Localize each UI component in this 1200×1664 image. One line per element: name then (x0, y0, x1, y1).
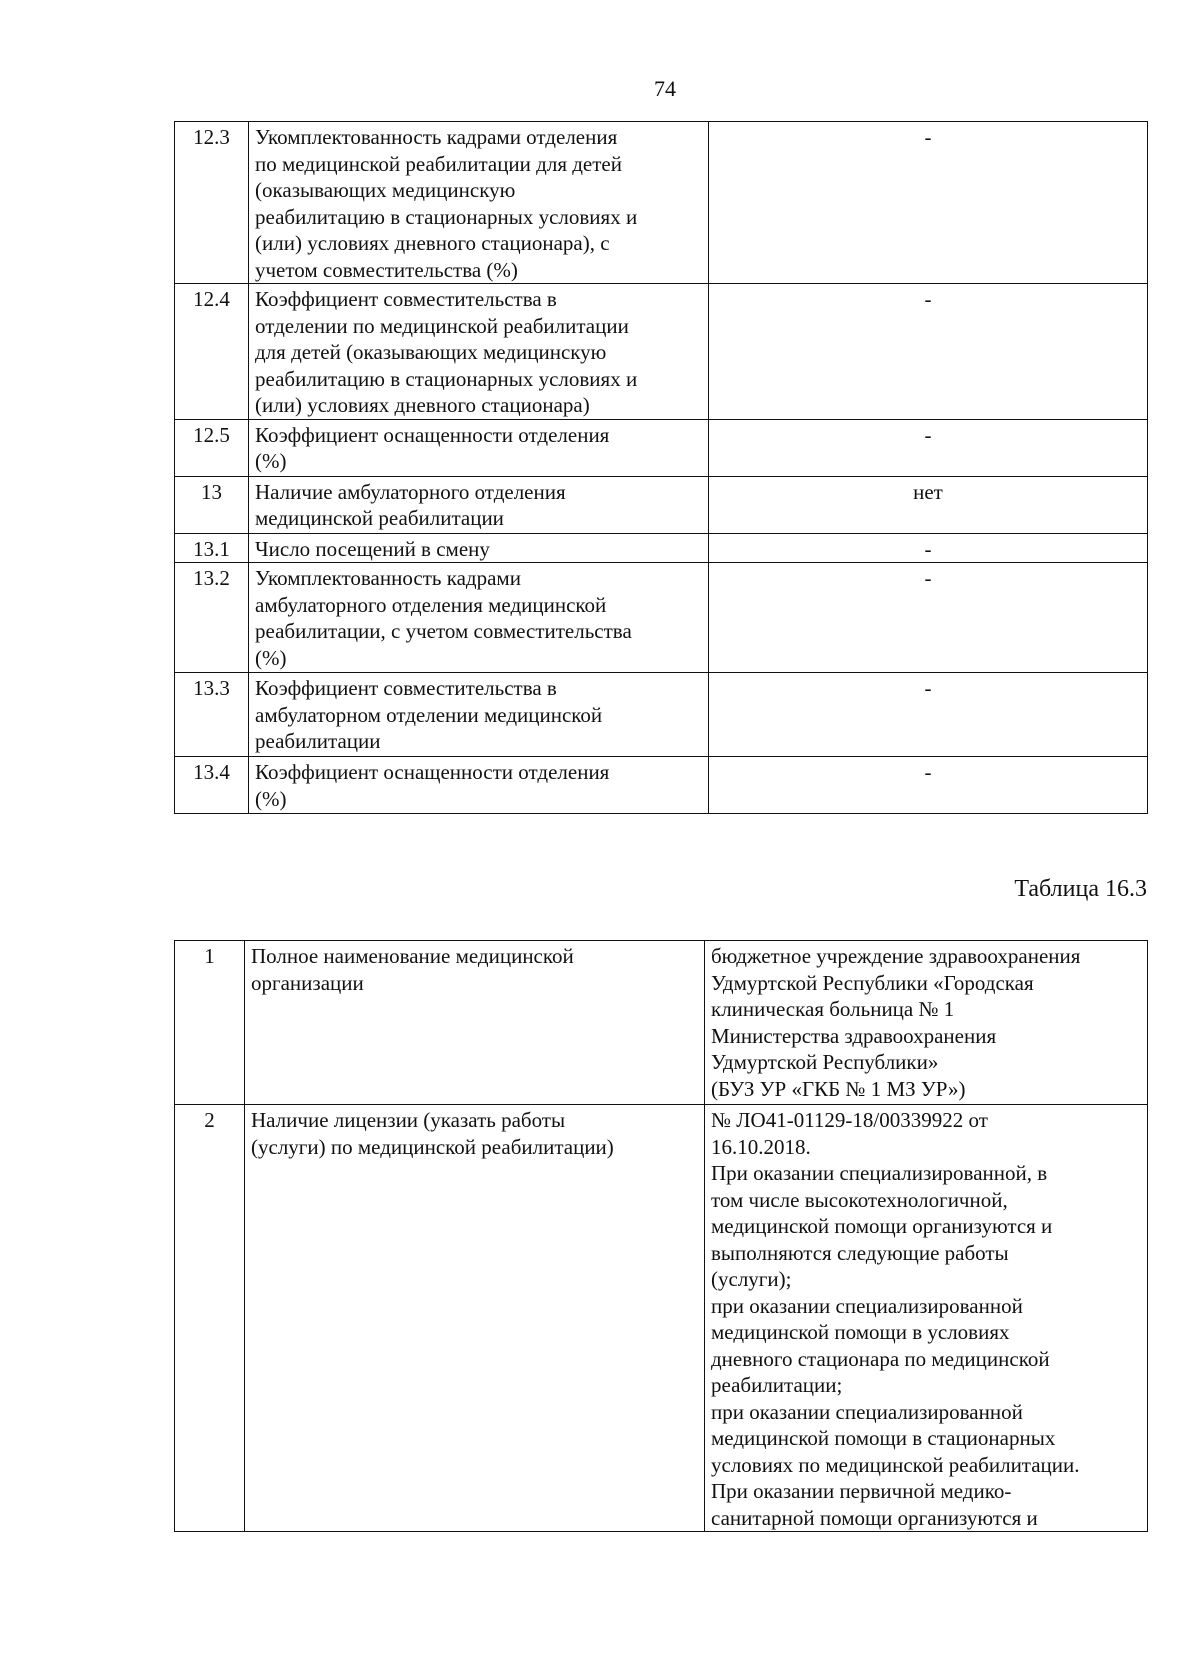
row-number: 1 (175, 941, 245, 1105)
row-description: Укомплектованность кадрами отделения по медицинской реабилитации для детей (оказывающих медицинскую реабилитацию в стационарных условиях и (или) условиях дневного стационара), с учетом совместительства (%) (249, 122, 709, 284)
row-number: 13.1 (175, 533, 249, 563)
row-value: - (709, 284, 1148, 420)
row-description: Коэффициент оснащенности отделения (%) (249, 419, 709, 476)
row-number: 12.4 (175, 284, 249, 420)
row-number: 2 (175, 1105, 245, 1532)
table-row (175, 284, 1148, 420)
indicators-table (174, 121, 1148, 814)
row-number: 13 (175, 476, 249, 533)
row-number: 13.3 (175, 673, 249, 757)
organization-table (174, 940, 1148, 1532)
row-number: 13.4 (175, 757, 249, 814)
row-value: № ЛО41-01129-18/00339922 от 16.10.2018. При оказании специализированной, в том числе высокотехнологичной, медицинской помощи организуются и выполняются следующие работы (услуги); при оказании специализированной медицинской помощи в условиях дневного стационара по медицинской реабилитации; при оказании специализированной медицинской помощи в стационарных условиях по медицинской реабилитации. При оказании первичной медико- санитарной помощи организуются и (705, 1105, 1148, 1532)
row-value: - (709, 673, 1148, 757)
row-number: 13.2 (175, 563, 249, 673)
row-description: Коэффициент совместительства в амбулаторном отделении медицинской реабилитации (249, 673, 709, 757)
table-row (175, 757, 1148, 814)
table-row (175, 122, 1148, 284)
row-value: - (709, 419, 1148, 476)
table-row (175, 476, 1148, 533)
table-row (175, 419, 1148, 476)
row-description: Коэффициент совместительства в отделении по медицинской реабилитации для детей (оказывающих медицинскую реабилитацию в стационарных условиях и (или) условиях дневного стационара) (249, 284, 709, 420)
row-description: Полное наименование медицинской организации (245, 941, 705, 1105)
table-row (175, 563, 1148, 673)
row-description: Укомплектованность кадрами амбулаторного отделения медицинской реабилитации, с учетом совместительства (%) (249, 563, 709, 673)
page-number: 74 (654, 76, 676, 101)
row-description: Наличие амбулаторного отделения медицинской реабилитации (249, 476, 709, 533)
row-description: Число посещений в смену (249, 533, 709, 563)
table-row (175, 533, 1148, 563)
table-row (175, 673, 1148, 757)
row-value: - (709, 757, 1148, 814)
table-caption: Таблица 16.3 (1014, 876, 1147, 902)
row-description: Коэффициент оснащенности отделения (%) (249, 757, 709, 814)
row-number: 12.3 (175, 122, 249, 284)
row-value: бюджетное учреждение здравоохранения Удмуртской Республики «Городская клиническая больница № 1 Министерства здравоохранения Удмуртской Республики» (БУЗ УР «ГКБ № 1 МЗ УР») (705, 941, 1148, 1105)
row-value: - (709, 122, 1148, 284)
table-row (175, 1105, 1148, 1532)
row-number: 12.5 (175, 419, 249, 476)
row-value: нет (709, 476, 1148, 533)
row-value: - (709, 563, 1148, 673)
table-row (175, 941, 1148, 1105)
row-description: Наличие лицензии (указать работы (услуги) по медицинской реабилитации) (245, 1105, 705, 1532)
row-value: - (709, 533, 1148, 563)
